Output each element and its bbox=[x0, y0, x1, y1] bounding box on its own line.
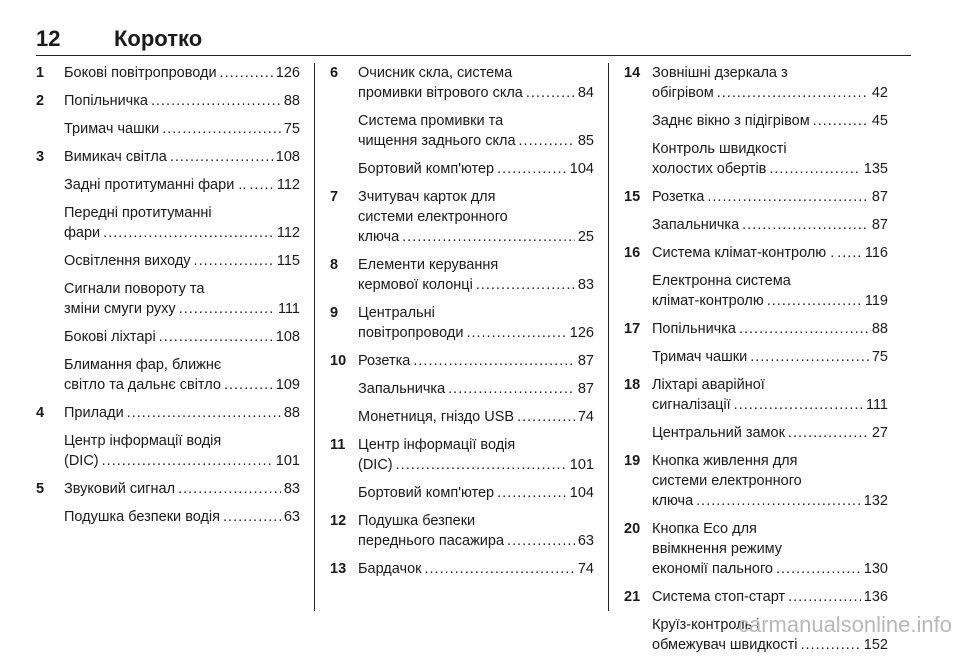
page-reference: 101 bbox=[275, 453, 300, 469]
dot-leader bbox=[466, 323, 566, 343]
entry-text: Прилади bbox=[64, 405, 124, 421]
entry-text: Звуковий сигнал bbox=[64, 481, 176, 497]
item-number: 5 bbox=[36, 481, 45, 497]
entry-text: Попільничка bbox=[64, 93, 148, 109]
page-reference: 87 bbox=[871, 217, 888, 233]
entry-text: фари bbox=[64, 225, 101, 241]
dot-leader bbox=[194, 251, 274, 271]
entry-text: Сигнали повороту та bbox=[64, 281, 205, 297]
page-reference: 85 bbox=[577, 133, 594, 149]
page-reference: 74 bbox=[577, 561, 594, 577]
entry-text: Бокові повітропроводи bbox=[64, 65, 217, 81]
entry-text: Центр інформації водія bbox=[358, 437, 516, 453]
page-reference: 63 bbox=[283, 509, 300, 525]
entry-text: Подушка безпеки bbox=[358, 513, 476, 529]
page-reference: 83 bbox=[283, 481, 300, 497]
item-number: 19 bbox=[624, 453, 641, 469]
page-reference: 108 bbox=[275, 149, 300, 165]
index-entry[interactable] bbox=[330, 111, 594, 151]
page-reference: 75 bbox=[871, 349, 888, 365]
index-entry[interactable] bbox=[624, 111, 888, 131]
dot-leader bbox=[526, 83, 575, 103]
entry-text: світло та дальнє світло bbox=[64, 377, 221, 393]
index-entry[interactable] bbox=[330, 187, 594, 247]
entry-text: (DIC) bbox=[358, 457, 393, 473]
dot-leader bbox=[717, 83, 869, 103]
entry-text: Освітлення виходу bbox=[64, 253, 191, 269]
dot-leader bbox=[476, 275, 575, 295]
index-column-1 bbox=[36, 63, 300, 535]
index-entry[interactable] bbox=[36, 403, 300, 423]
dot-leader bbox=[497, 159, 567, 179]
page-reference: 27 bbox=[871, 425, 888, 441]
dot-leader bbox=[739, 319, 869, 339]
page-reference: 135 bbox=[863, 161, 888, 177]
page-reference: 111 bbox=[277, 301, 300, 317]
entry-text: Кнопка живлення для bbox=[652, 453, 798, 469]
entry-text: Система промивки та bbox=[358, 113, 504, 129]
index-entry[interactable] bbox=[624, 187, 888, 207]
entry-text: Задні протитуманні фари .. bbox=[64, 177, 247, 193]
item-number: 8 bbox=[330, 257, 339, 273]
index-entry[interactable] bbox=[36, 91, 300, 111]
index-entry[interactable] bbox=[624, 519, 888, 579]
entry-text: Подушка безпеки водія bbox=[64, 509, 221, 525]
entry-text: Круїз-контроль і bbox=[652, 617, 760, 633]
entry-text: переднього пасажира bbox=[358, 533, 505, 549]
dot-leader bbox=[776, 559, 861, 579]
page-reference: 104 bbox=[569, 161, 594, 177]
page-reference: 42 bbox=[871, 85, 888, 101]
page-reference: 83 bbox=[577, 277, 594, 293]
index-entry[interactable] bbox=[36, 251, 300, 271]
page-reference: 87 bbox=[577, 353, 594, 369]
column-divider bbox=[608, 63, 609, 611]
entry-text: Зчитувач карток для bbox=[358, 189, 496, 205]
entry-text: Кнопка Eco для bbox=[652, 521, 757, 537]
index-entry[interactable] bbox=[330, 407, 594, 427]
index-entry[interactable] bbox=[624, 243, 888, 263]
dot-leader bbox=[448, 379, 575, 399]
index-entry[interactable] bbox=[330, 303, 594, 343]
page-reference: 132 bbox=[863, 493, 888, 509]
item-number: 16 bbox=[624, 245, 641, 261]
entry-text: економії пального bbox=[652, 561, 773, 577]
page-reference: 101 bbox=[569, 457, 594, 473]
index-entry[interactable] bbox=[330, 63, 594, 103]
item-number: 21 bbox=[624, 589, 641, 605]
page-reference: 25 bbox=[577, 229, 594, 245]
entry-text: Центр інформації водія bbox=[64, 433, 222, 449]
index-entry[interactable] bbox=[36, 355, 300, 395]
entry-text: Центральний замок bbox=[652, 425, 785, 441]
item-number: 3 bbox=[36, 149, 45, 165]
entry-text: Система стоп-старт bbox=[652, 589, 786, 605]
entry-text: Блимання фар, ближнє bbox=[64, 357, 222, 373]
page-reference: 112 bbox=[276, 225, 300, 241]
index-entry[interactable] bbox=[36, 507, 300, 527]
entry-text: (DIC) bbox=[64, 453, 99, 469]
entry-text: чищення заднього скла bbox=[358, 133, 516, 149]
page-reference: 74 bbox=[577, 409, 594, 425]
index-entry[interactable] bbox=[36, 175, 300, 195]
page-header bbox=[36, 26, 916, 56]
entry-text: Розетка bbox=[358, 353, 411, 369]
index-entry[interactable] bbox=[36, 63, 300, 83]
item-number: 9 bbox=[330, 305, 339, 321]
dot-leader bbox=[223, 507, 281, 527]
dot-leader bbox=[224, 375, 273, 395]
dot-leader bbox=[497, 483, 567, 503]
item-number: 18 bbox=[624, 377, 641, 393]
page-number: 12 bbox=[36, 26, 61, 51]
page-reference: 152 bbox=[863, 637, 888, 653]
dot-leader bbox=[750, 347, 869, 367]
dot-leader bbox=[707, 187, 868, 207]
dot-leader bbox=[507, 531, 575, 551]
index-entry[interactable] bbox=[36, 203, 300, 243]
entry-text: системи електронного bbox=[652, 473, 802, 489]
entry-text: повітропроводи bbox=[358, 325, 464, 341]
page-reference: 88 bbox=[283, 93, 300, 109]
index-entry[interactable] bbox=[330, 159, 594, 179]
entry-text: ввімкнення режиму bbox=[652, 541, 783, 557]
page-reference: 109 bbox=[275, 377, 300, 393]
dot-leader bbox=[127, 403, 281, 423]
page-reference: 84 bbox=[577, 85, 594, 101]
index-entry[interactable] bbox=[36, 279, 300, 319]
index-entry[interactable] bbox=[624, 423, 888, 443]
entry-text: Бардачок bbox=[358, 561, 422, 577]
index-entry[interactable] bbox=[36, 119, 300, 139]
item-number: 6 bbox=[330, 65, 339, 81]
index-entry[interactable] bbox=[330, 435, 594, 475]
entry-text: обігрівом bbox=[652, 85, 714, 101]
dot-leader bbox=[402, 227, 575, 247]
entry-text: Ліхтарі аварійної bbox=[652, 377, 765, 393]
entry-text: Попільничка bbox=[652, 321, 736, 337]
dot-leader bbox=[151, 91, 281, 111]
entry-text: ключа bbox=[358, 229, 400, 245]
item-number: 12 bbox=[330, 513, 347, 529]
entry-text: Заднє вікно з підігрівом bbox=[652, 113, 810, 129]
dot-leader bbox=[767, 291, 862, 311]
entry-text: Монетниця, гніздо USB bbox=[358, 409, 515, 425]
item-number: 2 bbox=[36, 93, 45, 109]
page-reference: 87 bbox=[871, 189, 888, 205]
index-entry[interactable] bbox=[624, 587, 888, 607]
dot-leader bbox=[159, 327, 273, 347]
entry-text: кермової колонці bbox=[358, 277, 473, 293]
entry-text: промивки вітрового скла bbox=[358, 85, 523, 101]
index-entry[interactable] bbox=[624, 319, 888, 339]
dot-leader bbox=[769, 159, 860, 179]
page-reference: 108 bbox=[275, 329, 300, 345]
index-entry[interactable] bbox=[624, 347, 888, 367]
entry-text: Запальничка bbox=[652, 217, 740, 233]
index-column-3 bbox=[624, 63, 888, 663]
index-entry[interactable] bbox=[330, 559, 594, 579]
index-entry[interactable] bbox=[624, 139, 888, 179]
entry-text: системи електронного bbox=[358, 209, 508, 225]
entry-text: Система клімат-контролю . bbox=[652, 245, 835, 261]
dot-leader bbox=[788, 587, 861, 607]
entry-text: Розетка bbox=[652, 189, 705, 205]
index-entry[interactable] bbox=[624, 271, 888, 311]
dot-leader bbox=[179, 299, 275, 319]
page-reference: 104 bbox=[569, 485, 594, 501]
dot-leader bbox=[220, 63, 273, 83]
item-number: 10 bbox=[330, 353, 347, 369]
entry-text: ключа bbox=[652, 493, 694, 509]
dot-leader bbox=[249, 175, 273, 195]
entry-text: холостих обертів bbox=[652, 161, 767, 177]
entry-text: Бортовий комп'ютер bbox=[358, 485, 495, 501]
index-entry[interactable] bbox=[624, 215, 888, 235]
index-entry[interactable] bbox=[624, 375, 888, 415]
dot-leader bbox=[413, 351, 574, 371]
page-reference: 75 bbox=[283, 121, 300, 137]
dot-leader bbox=[102, 451, 273, 471]
index-entry[interactable] bbox=[330, 379, 594, 399]
page-reference: 115 bbox=[276, 253, 300, 269]
page-title: Коротко bbox=[114, 26, 203, 51]
entry-text: Елементи керування bbox=[358, 257, 499, 273]
page-reference: 130 bbox=[863, 561, 888, 577]
page-reference: 116 bbox=[864, 245, 888, 261]
index-entry[interactable] bbox=[36, 327, 300, 347]
index-entry[interactable] bbox=[624, 451, 888, 511]
item-number: 7 bbox=[330, 189, 339, 205]
page-reference: 136 bbox=[863, 589, 888, 605]
dot-leader bbox=[813, 111, 869, 131]
dot-leader bbox=[788, 423, 869, 443]
dot-leader bbox=[517, 407, 575, 427]
dot-leader bbox=[424, 559, 574, 579]
entry-text: Електронна система bbox=[652, 273, 791, 289]
entry-text: Бокові ліхтарі bbox=[64, 329, 156, 345]
index-entry[interactable] bbox=[330, 483, 594, 503]
header-divider bbox=[36, 55, 911, 56]
index-entry[interactable] bbox=[36, 431, 300, 471]
entry-text: Тримач чашки bbox=[64, 121, 160, 137]
watermark: carmanualsonline.info bbox=[737, 612, 952, 637]
dot-leader bbox=[162, 119, 281, 139]
entry-text: Центральні bbox=[358, 305, 435, 321]
dot-leader bbox=[734, 395, 863, 415]
dot-leader bbox=[696, 491, 861, 511]
index-column-2 bbox=[330, 63, 594, 587]
page-reference: 111 bbox=[865, 397, 888, 413]
dot-leader bbox=[519, 131, 575, 151]
index-entry[interactable] bbox=[624, 63, 888, 103]
column-divider bbox=[314, 63, 315, 611]
entry-text: Передні протитуманні bbox=[64, 205, 212, 221]
item-number: 11 bbox=[330, 437, 346, 453]
page-reference: 63 bbox=[577, 533, 594, 549]
dot-leader bbox=[742, 215, 869, 235]
item-number: 13 bbox=[330, 561, 347, 577]
item-number: 4 bbox=[36, 405, 45, 421]
entry-text: Тримач чашки bbox=[652, 349, 748, 365]
dot-leader bbox=[170, 147, 273, 167]
page-reference: 126 bbox=[275, 65, 300, 81]
page-reference: 87 bbox=[577, 381, 594, 397]
dot-leader bbox=[178, 479, 281, 499]
index-entry[interactable] bbox=[330, 511, 594, 551]
item-number: 1 bbox=[36, 65, 45, 81]
entry-text: Бортовий комп'ютер bbox=[358, 161, 495, 177]
item-number: 14 bbox=[624, 65, 641, 81]
page-reference: 45 bbox=[871, 113, 888, 129]
entry-text: Запальничка bbox=[358, 381, 446, 397]
page-reference: 119 bbox=[864, 293, 888, 309]
entry-text: Очисник скла, система bbox=[358, 65, 513, 81]
entry-text: зміни смуги руху bbox=[64, 301, 176, 317]
entry-text: Вимикач світла bbox=[64, 149, 167, 165]
index-entry[interactable] bbox=[330, 255, 594, 295]
page-reference: 88 bbox=[871, 321, 888, 337]
index-entry[interactable] bbox=[330, 351, 594, 371]
entry-text: Контроль швидкості bbox=[652, 141, 787, 157]
dot-leader bbox=[396, 455, 567, 475]
dot-leader bbox=[800, 635, 860, 655]
page-reference: 88 bbox=[283, 405, 300, 421]
dot-leader bbox=[837, 243, 862, 263]
item-number: 20 bbox=[624, 521, 641, 537]
page-reference: 112 bbox=[276, 177, 300, 193]
item-number: 17 bbox=[624, 321, 641, 337]
index-entry[interactable] bbox=[36, 479, 300, 499]
item-number: 15 bbox=[624, 189, 641, 205]
page-reference: 126 bbox=[569, 325, 594, 341]
entry-text: клімат-контролю bbox=[652, 293, 764, 309]
entry-text: обмежувач швидкості bbox=[652, 637, 798, 653]
index-entry[interactable] bbox=[36, 147, 300, 167]
dot-leader bbox=[103, 223, 274, 243]
entry-text: сигналізації bbox=[652, 397, 731, 413]
entry-text: Зовнішні дзеркала з bbox=[652, 65, 788, 81]
